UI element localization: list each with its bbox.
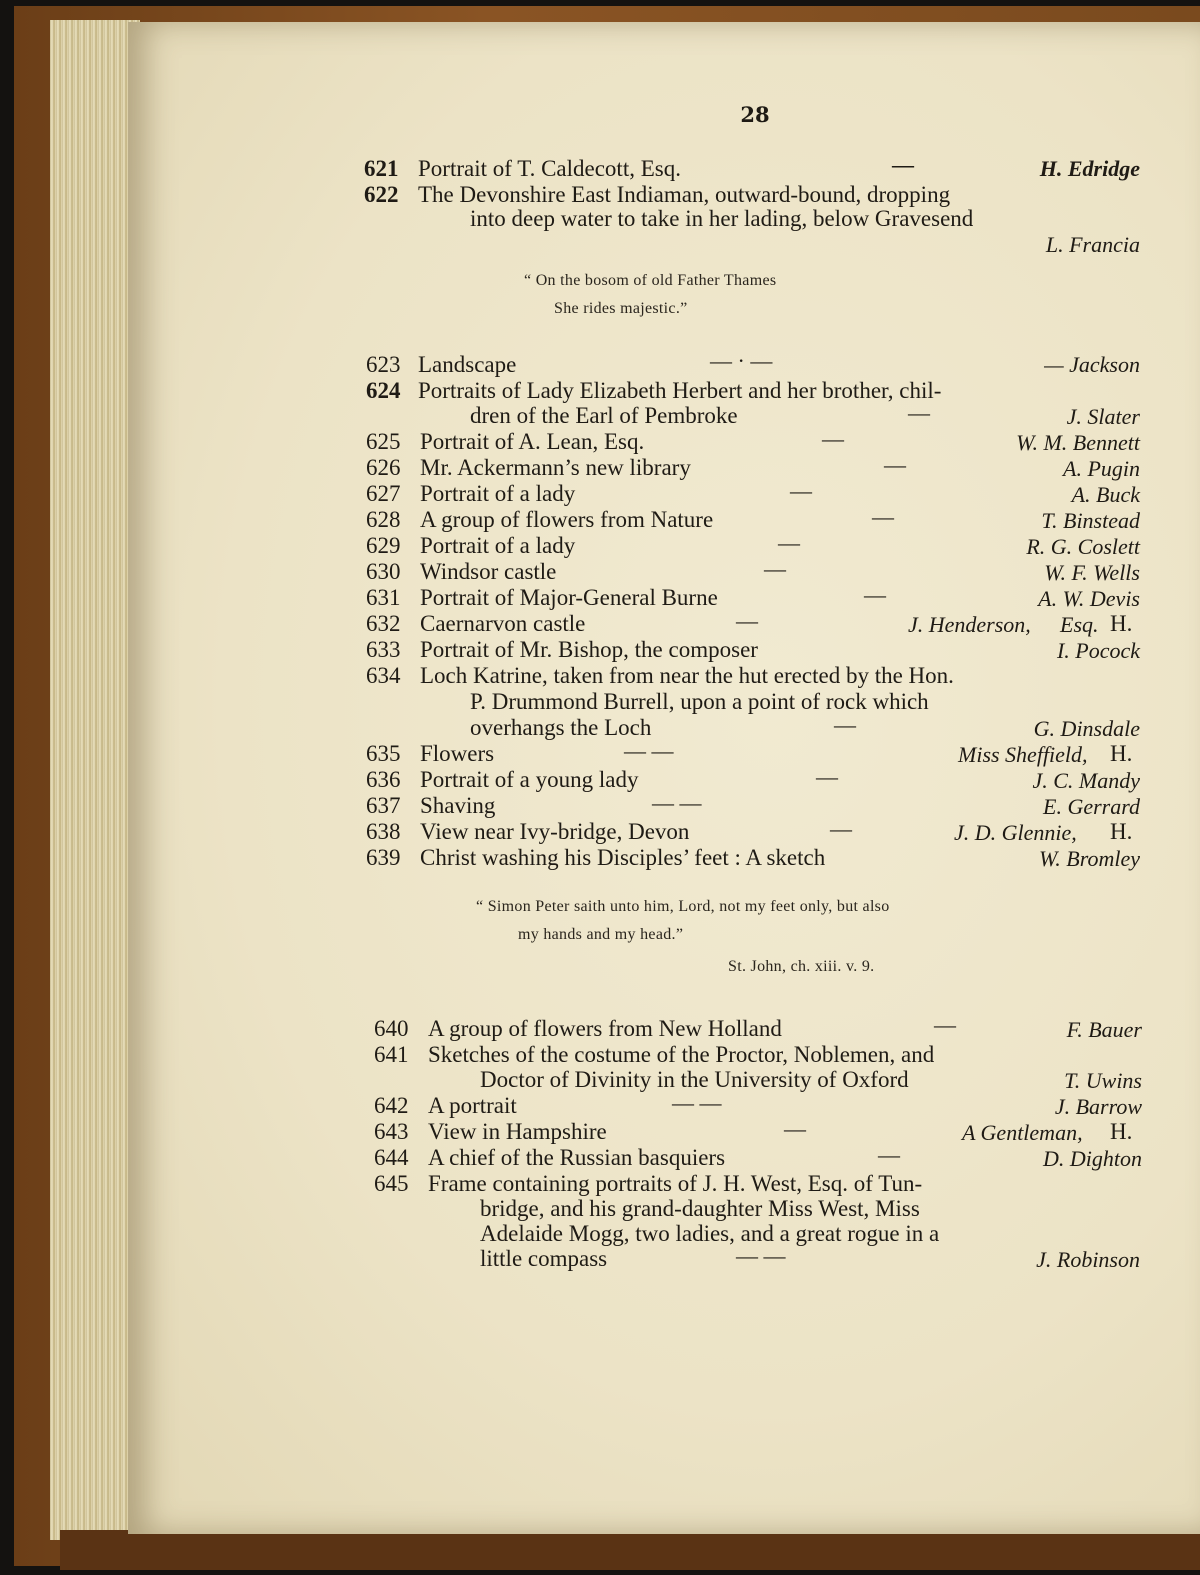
entry-title-continued: little compass	[480, 1246, 608, 1271]
entry-dash: —	[884, 452, 906, 477]
entry-artist: H. Edridge	[1039, 156, 1140, 181]
entry-dash: —	[736, 608, 758, 633]
entry-dashes: — —	[672, 1090, 722, 1115]
entry-title-continued: into deep water to take in her lading, below Gravesend	[470, 206, 974, 231]
entry-number: 627	[366, 481, 401, 506]
quotation-line: “ On the bosom of old Father Thames	[524, 272, 777, 289]
entry-dash: —	[872, 504, 894, 529]
entry-dash: —	[834, 712, 856, 737]
page-edges	[50, 20, 140, 1540]
entry-title: View in Hampshire	[428, 1119, 607, 1144]
entry-number: 631	[366, 585, 401, 610]
entry-number: 621	[364, 156, 399, 181]
entry-dashes: — —	[652, 790, 702, 815]
entry-title: A group of flowers from Nature	[420, 507, 714, 532]
entry-title: Portraits of Lady Elizabeth Herbert and her brother, chil-	[418, 378, 942, 403]
entry-artist: T. Binstead	[1041, 508, 1140, 533]
entry-number: 639	[366, 845, 401, 870]
entry-number: 645	[374, 1171, 409, 1196]
entry-title: Shaving	[420, 793, 496, 818]
entry-number: 633	[366, 637, 401, 662]
entry-artist: A Gentleman,	[962, 1120, 1083, 1145]
entry-artist: A. Pugin	[1063, 456, 1140, 481]
entry-number: 625	[366, 429, 401, 454]
entry-dash: —	[764, 556, 786, 581]
entry-number: 636	[366, 767, 401, 792]
entry-title: Frame containing portraits of J. H. West, Esq. of Tun-	[428, 1171, 923, 1196]
entry-title: Landscape	[418, 352, 517, 377]
entry-dashes: — —	[736, 1243, 786, 1268]
entry-artist: J. Barrow	[1054, 1094, 1142, 1119]
entry-title: Portrait of a young lady	[420, 767, 639, 792]
entry-title: The Devonshire East Indiaman, outward-bound, dropping	[418, 182, 951, 207]
entry-number: 634	[366, 663, 401, 688]
entry-title-continued: Doctor of Divinity in the University of Oxford	[480, 1067, 909, 1092]
entry-number: 629	[366, 533, 401, 558]
entry-title: Mr. Ackermann’s new library	[420, 455, 691, 480]
entry-number: 628	[366, 507, 401, 532]
entry-number: 640	[374, 1016, 409, 1041]
entry-title: A portrait	[428, 1093, 517, 1118]
entry-artist: W. F. Wells	[1044, 560, 1140, 585]
entry-number: 626	[366, 455, 401, 480]
entry-artist: J. Henderson,	[908, 612, 1031, 637]
entry-artist: A. Buck	[1071, 482, 1140, 507]
entry-artist: E. Gerrard	[1043, 794, 1140, 819]
entry-dashes: — —	[624, 738, 674, 763]
entry-artist: F. Bauer	[1066, 1017, 1142, 1042]
entry-title: Portrait of Mr. Bishop, the composer	[420, 637, 758, 662]
entry-title: Flowers	[420, 741, 495, 766]
entry-artist: W. Bromley	[1038, 846, 1140, 871]
entry-dash: —	[784, 1116, 806, 1141]
entry-artist: — Jackson	[1044, 352, 1140, 377]
entry-dash: —	[864, 582, 886, 607]
quotation-citation: St. John, ch. xiii. v. 9.	[728, 958, 875, 975]
entry-dash: —	[822, 426, 844, 451]
entry-artist: J. D. Glennie,	[954, 820, 1077, 845]
entry-title-continued: dren of the Earl of Pembroke	[470, 403, 738, 428]
entry-artist: Miss Sheffield,	[958, 742, 1088, 767]
entry-number: 637	[366, 793, 401, 818]
entry-number: 644	[374, 1145, 409, 1170]
entry-artist: J. Slater	[1066, 404, 1140, 429]
entry-title: Portrait of A. Lean, Esq.	[420, 429, 645, 454]
entry-artist: W. M. Bennett	[1016, 430, 1140, 455]
cover-edge	[60, 1530, 1200, 1570]
entry-artist: J. Robinson	[1036, 1247, 1140, 1272]
entry-number: 638	[366, 819, 401, 844]
entry-number: 642	[374, 1093, 409, 1118]
entry-artist: A. W. Devis	[1038, 586, 1140, 611]
entry-title: Portrait of a lady	[420, 533, 576, 558]
entry-artist: J. C. Mandy	[1032, 768, 1140, 793]
entry-dash: —	[778, 530, 800, 555]
entry-dash: —	[878, 1142, 900, 1167]
entry-dash: —	[908, 400, 930, 425]
entry-number: 641	[374, 1042, 409, 1067]
entry-title: Caernarvon castle	[420, 611, 586, 636]
entry-number: 630	[366, 559, 401, 584]
quotation-line: She rides majestic.”	[554, 300, 688, 317]
entry-dash: —	[934, 1012, 956, 1037]
entry-number: 623	[366, 352, 401, 377]
entry-number: 624	[366, 378, 401, 403]
honorary-mark: H.	[1110, 1119, 1133, 1144]
quotation-line: “ Simon Peter saith unto him, Lord, not my feet only, but also	[476, 898, 890, 915]
entry-title: Portrait of T. Caldecott, Esq.	[418, 156, 681, 181]
entry-title: Windsor castle	[420, 559, 557, 584]
entry-title: View near Ivy-bridge, Devon	[420, 819, 690, 844]
entry-title: A group of flowers from New Holland	[428, 1016, 782, 1041]
page-number: 28	[740, 102, 770, 127]
entry-dash: —	[892, 152, 914, 177]
entry-artist: T. Uwins	[1064, 1068, 1142, 1093]
entry-title: Sketches of the costume of the Proctor, Noblemen, and	[428, 1042, 935, 1067]
honorary-mark: H.	[1110, 819, 1133, 844]
entry-title: Loch Katrine, taken from near the hut erected by the Hon.	[420, 663, 954, 688]
entry-number: 643	[374, 1119, 409, 1144]
entry-number: 635	[366, 741, 401, 766]
entry-artist: I. Pocock	[1056, 638, 1140, 663]
entry-artist: R. G. Coslett	[1026, 534, 1140, 559]
entry-artist-suffix: Esq.	[1060, 612, 1099, 637]
entry-number: 622	[364, 182, 399, 207]
entry-title: Portrait of Major-General Burne	[420, 585, 718, 610]
entry-title: Portrait of a lady	[420, 481, 576, 506]
entry-dash: —	[830, 816, 852, 841]
entry-artist: D. Dighton	[1043, 1146, 1142, 1171]
entry-artist: L. Francia	[1045, 232, 1140, 257]
quotation-line: my hands and my head.”	[518, 926, 684, 943]
entry-title: Christ washing his Disciples’ feet : A sketch	[420, 845, 826, 870]
entry-dashes: — · —	[710, 348, 773, 373]
entry-dash: —	[790, 478, 812, 503]
honorary-mark: H.	[1110, 611, 1133, 636]
entry-title-continued: P. Drummond Burrell, upon a point of rock which	[470, 689, 929, 714]
entry-title-continued: overhangs the Loch	[470, 715, 652, 740]
entry-number: 632	[366, 611, 401, 636]
entry-dash: —	[816, 764, 838, 789]
honorary-mark: H.	[1110, 741, 1133, 766]
entry-title: A chief of the Russian basquiers	[428, 1145, 726, 1170]
entry-artist: G. Dinsdale	[1033, 716, 1140, 741]
entry-title-continued: bridge, and his grand-daughter Miss West, Miss	[480, 1196, 920, 1221]
entry-title-continued: Adelaide Mogg, two ladies, and a great rogue in a	[480, 1221, 940, 1246]
